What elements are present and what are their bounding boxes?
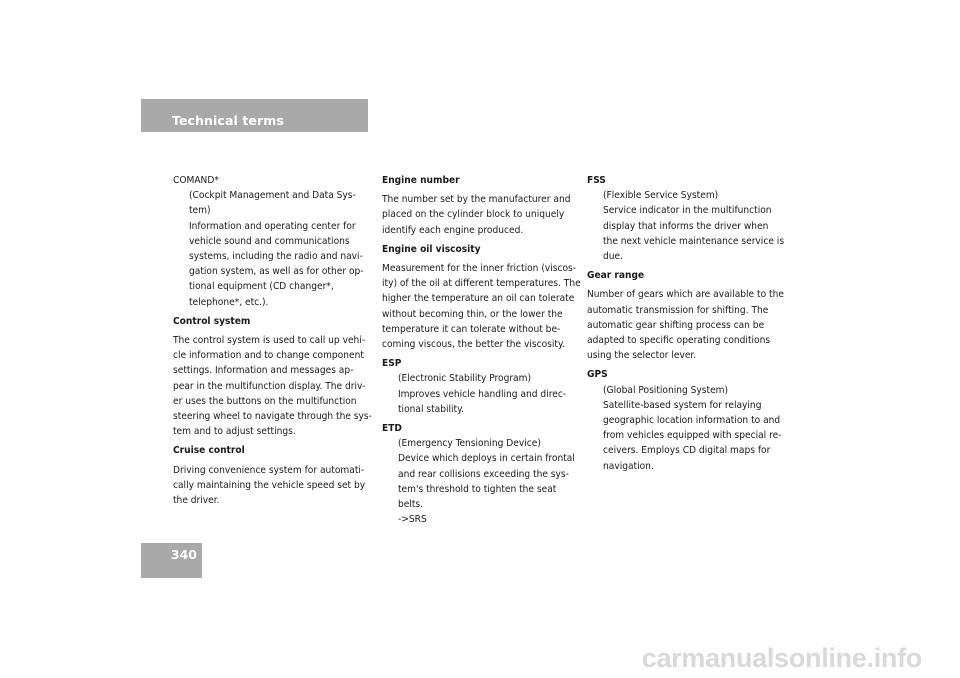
definition-line: placed on the cylinder block to uniquely: [382, 209, 565, 221]
definition-line: ity) of the oil at different temperatures. The: [382, 278, 581, 290]
definition-line: tem and to adjust settings.: [173, 426, 296, 438]
definition-line: telephone*, etc.).: [189, 296, 269, 308]
definition-line: identify each engine produced.: [382, 224, 524, 236]
definition-line: gation system, as well as for other op-: [189, 266, 364, 278]
definition-line: higher the temperature an oil can tolerate: [382, 293, 575, 305]
watermark-text: carmanualsonline.info: [641, 643, 922, 673]
definition-esp: [398, 371, 588, 417]
page-number-badge: [141, 543, 202, 578]
term-cruise-control: Cruise control: [173, 445, 245, 457]
glossary-column-2: [382, 173, 588, 527]
definition-line: Driving convenience system for automati-: [173, 464, 365, 476]
definition-line: from vehicles equipped with special re-: [603, 430, 782, 442]
definition-etd: [398, 436, 588, 527]
glossary-column-3: [587, 173, 793, 474]
definition-line: systems, including the radio and navi-: [189, 251, 363, 263]
definition-line: The number set by the manufacturer and: [382, 194, 571, 206]
definition-line: The control system is used to call up vehi-: [173, 335, 366, 347]
definition-line: tem's threshold to tighten the seat: [398, 483, 557, 495]
section-title: Technical terms: [172, 113, 284, 128]
cross-reference-srs[interactable]: ->SRS: [398, 514, 427, 526]
term-etd: ETD: [382, 423, 402, 435]
definition-line: due.: [603, 251, 623, 263]
definition-engine-number: [382, 192, 588, 238]
definition-line: using the selector lever.: [587, 350, 697, 362]
term-gear-range: Gear range: [587, 270, 645, 282]
definition-line: (Emergency Tensioning Device): [398, 438, 541, 450]
definition-line: belts.: [398, 499, 424, 511]
definition-comand: [189, 188, 379, 310]
definition-engine-oil-viscosity: [382, 261, 588, 352]
term-engine-number: Engine number: [382, 175, 460, 186]
definition-fss: [603, 188, 793, 264]
definition-line: automatic gear shifting process can be: [587, 319, 765, 331]
term-fss: FSS: [587, 175, 606, 186]
definition-gear-range: [587, 287, 793, 363]
definition-line: (Cockpit Management and Data Sys-: [189, 190, 356, 202]
definition-line: display that informs the driver when: [603, 220, 769, 232]
term-esp: ESP: [382, 358, 402, 370]
definition-line: Service indicator in the multifunction: [603, 205, 772, 217]
definition-line: the next vehicle maintenance service is: [603, 235, 785, 247]
term-control-system: Control system: [173, 315, 251, 327]
definition-line: Information and operating center for: [189, 220, 356, 232]
definition-line: cally maintaining the vehicle speed set by: [173, 479, 366, 491]
definition-line: pear in the multifunction display. The driv-: [173, 380, 366, 392]
definition-line: vehicle sound and communications: [189, 235, 350, 247]
definition-line: Satellite-based system for relaying: [603, 399, 762, 411]
definition-line: Number of gears which are available to the: [587, 289, 784, 301]
definition-line: coming viscous, the better the viscosity.: [382, 339, 565, 351]
page-number: 340: [170, 547, 197, 562]
definition-line: ceivers. Employs CD digital maps for: [603, 445, 771, 457]
definition-line: settings. Information and messages ap-: [173, 365, 354, 377]
definition-line: steering wheel to navigate through the sys-: [173, 411, 372, 423]
definition-gps: [603, 383, 793, 474]
definition-line: (Flexible Service System): [603, 190, 719, 202]
definition-line: geographic location information to and: [603, 415, 781, 427]
definition-line: navigation.: [603, 460, 654, 472]
section-header-bar: [141, 99, 368, 132]
definition-line: Device which deploys in certain frontal: [398, 453, 575, 465]
definition-cruise-control: [173, 463, 379, 509]
definition-line: tem): [189, 205, 211, 217]
definition-control-system: [173, 333, 379, 439]
definition-line: automatic transmission for shifting. The: [587, 304, 769, 316]
definition-line: (Global Positioning System): [603, 384, 729, 396]
term-engine-oil-viscosity: Engine oil viscosity: [382, 243, 481, 255]
definition-line: adapted to specific operating conditions: [587, 335, 771, 347]
glossary-column-1: [173, 173, 379, 508]
definition-line: (Electronic Stability Program): [398, 373, 532, 385]
term-gps: GPS: [587, 369, 608, 381]
definition-line: cle information and to change component: [173, 350, 364, 362]
term-comand: COMAND*: [173, 175, 219, 186]
definition-line: er uses the buttons on the multifunction: [173, 395, 357, 407]
definition-line: temperature it can tolerate without be-: [382, 323, 561, 335]
definition-line: without becoming thin, or the lower the: [382, 308, 563, 320]
definition-line: Measurement for the inner friction (viscos-: [382, 263, 577, 275]
definition-line: the driver.: [173, 495, 220, 507]
definition-line: Improves vehicle handling and direc-: [398, 388, 567, 400]
definition-line: tional stability.: [398, 403, 464, 415]
definition-line: and rear collisions exceeding the sys-: [398, 468, 569, 480]
definition-line: tional equipment (CD changer*,: [189, 281, 334, 293]
